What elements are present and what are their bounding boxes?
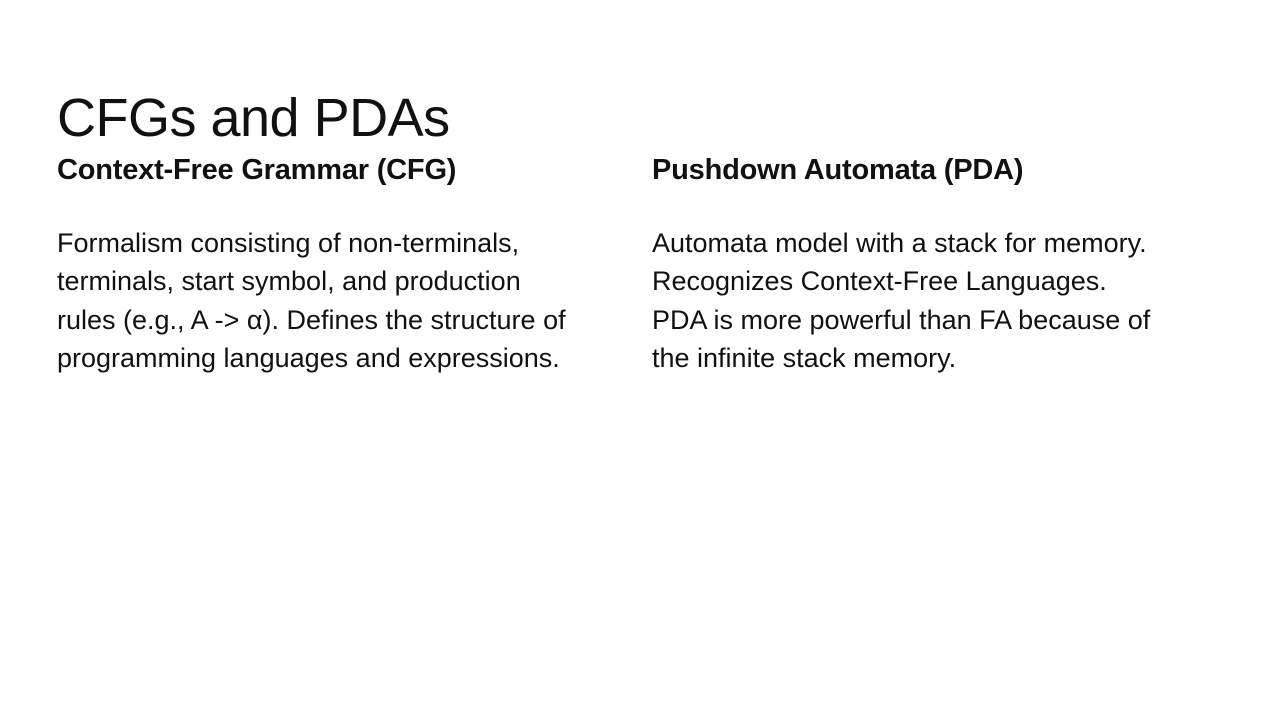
column-body-cfg: Formalism consisting of non-terminals, terminals, start symbol, and production rules (e.g., A -> α). Defines the structure of programming languages and expressions.	[57, 228, 566, 373]
column-cfg	[57, 152, 572, 373]
column-heading-cfg: Context-Free Grammar (CFG)	[57, 154, 457, 186]
column-heading-pda: Pushdown Automata (PDA)	[652, 154, 1024, 186]
page-title: CFGs and PDAs	[57, 88, 450, 149]
column-body-pda: Automata model with a stack for memory. Recognizes Context-Free Languages. PDA is more powerful than FA because of the infinite stack memory.	[652, 228, 1151, 373]
column-pda	[652, 152, 1167, 373]
